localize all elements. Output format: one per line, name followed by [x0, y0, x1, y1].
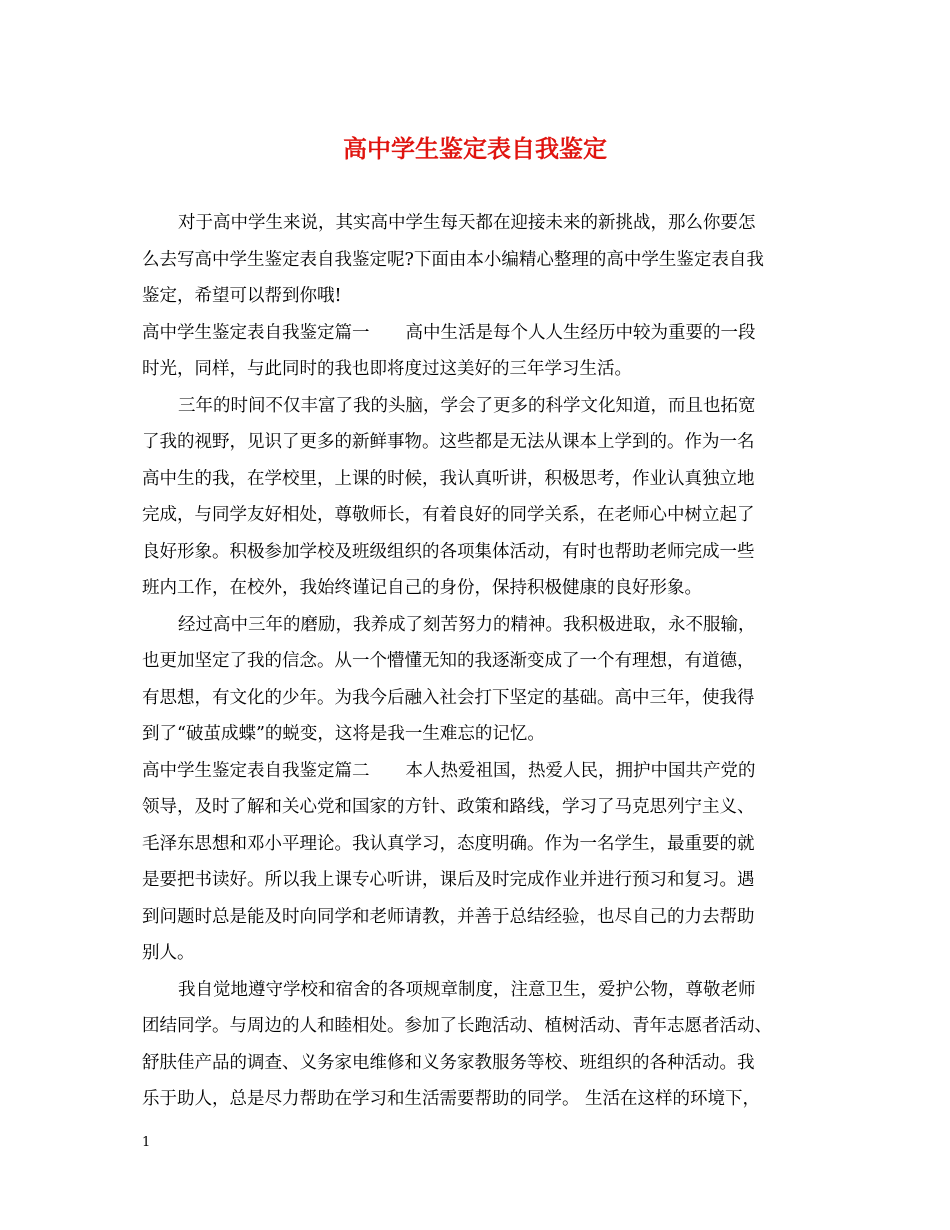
paragraph-line: 也更加坚定了我的信念。从一个懵懂无知的我逐渐变成了一个有理想，有道德，	[142, 651, 755, 671]
paragraph-line: 三年的时间不仅丰富了我的头脑，学会了更多的科学文化知道，而且也拓宽	[178, 395, 756, 416]
paragraph-line: 有思想，有文化的少年。为我今后融入社会打下坚定的基础。高中三年，使我得	[142, 687, 755, 708]
intro-line: 鉴定，希望可以帮到你哦!	[142, 286, 342, 306]
section-one-text: 高中生活是每个人人生经历中较为重要的一段	[405, 322, 756, 343]
section-two-heading: 高中学生鉴定表自我鉴定篇二	[142, 760, 370, 781]
intro-line: 么去写高中学生鉴定表自我鉴定呢?下面由本小编精心整理的高中学生鉴定表自我	[142, 249, 764, 270]
paragraph-line: 班内工作，在校外，我始终谨记自己的身份，保持积极健康的良好形象。	[142, 578, 702, 598]
section-one-line: 时光，同样，与此同时的我也即将度过这美好的三年学习生活。	[142, 359, 632, 379]
paragraph-line: 到了“破茧成蝶”的蜕变，这将是我一生难忘的记忆。	[142, 724, 545, 744]
paragraph-line: 团结同学。与周边的人和睦相处。参加了长跑活动、植树活动、青年志愿者活动、	[142, 1016, 772, 1036]
paragraph-line: 乐于助人，总是尽力帮助在学习和生活需要帮助的同学。 生活在这样的环境下，	[142, 1089, 761, 1109]
section-two-first-line	[142, 753, 812, 790]
paragraph-line: 我自觉地遵守学校和宿舍的各项规章制度，注意卫生，爱护公物，尊敬老师	[178, 979, 756, 1000]
section-two-line: 毛泽东思想和邓小平理论。我认真学习，态度明确。作为一名学生，最重要的就	[142, 833, 755, 854]
paragraph-line: 舒肤佳产品的调查、义务家电维修和义务家教服务等校、班组织的各种活动。我	[142, 1052, 755, 1073]
document-body	[142, 205, 812, 1118]
section-one-first-line	[142, 315, 812, 352]
section-two-line: 到问题时总是能及时向同学和老师请教，并善于总结经验，也尽自己的力去帮助	[142, 906, 755, 927]
paragraph-line: 了我的视野，见识了更多的新鲜事物。这些都是无法从课本上学到的。作为一名	[142, 432, 755, 452]
page-number: 1	[142, 1135, 151, 1150]
section-two-text: 本人热爱祖国，热爱人民，拥护中国共产党的	[405, 760, 756, 781]
section-two-line: 别人。	[142, 943, 195, 963]
section-two-line: 领导，及时了解和关心党和国家的方针、政策和路线，学习了马克思列宁主义、	[142, 797, 755, 817]
paragraph-line: 高中生的我，在学校里，上课的时候，我认真听讲，积极思考，作业认真独立地	[142, 468, 755, 489]
intro-line: 对于高中学生来说，其实高中学生每天都在迎接未来的新挑战，那么你要怎	[178, 213, 756, 233]
document-title: 高中学生鉴定表自我鉴定	[343, 134, 607, 163]
paragraph-line: 良好形象。积极参加学校及班级组织的各项集体活动，有时也帮助老师完成一些	[142, 541, 755, 562]
paragraph-line: 完成，与同学友好相处，尊敬师长，有着良好的同学关系，在老师心中树立起了	[142, 505, 755, 525]
section-one-heading: 高中学生鉴定表自我鉴定篇一	[142, 322, 370, 343]
section-two-line: 是要把书读好。所以我上课专心听讲，课后及时完成作业并进行预习和复习。遇	[142, 870, 755, 890]
paragraph-line: 经过高中三年的磨励，我养成了刻苦努力的精神。我积极进取，永不服输，	[178, 614, 756, 635]
